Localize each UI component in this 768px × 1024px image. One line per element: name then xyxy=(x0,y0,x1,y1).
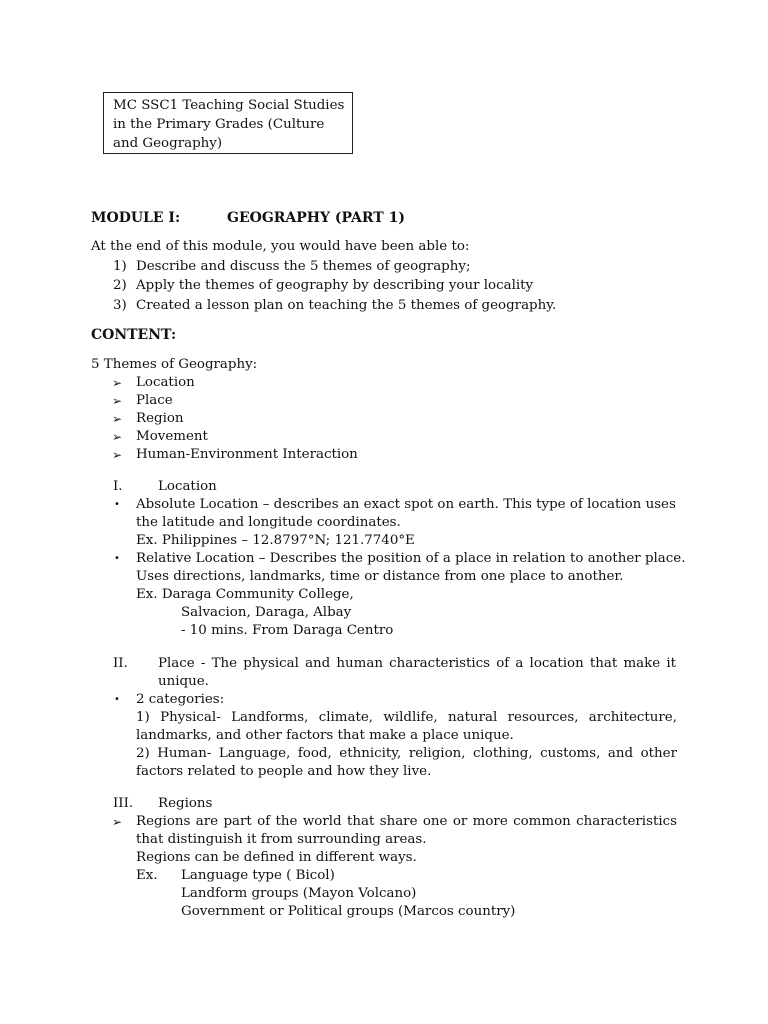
content-heading: CONTENT: xyxy=(91,327,177,343)
section-number: III. xyxy=(113,796,134,811)
physical-category: 1) Physical- Landforms, climate, wildlife, natural resources, architecture, xyxy=(136,710,677,725)
relative-location-example: Ex. Daraga Community College, xyxy=(136,587,354,602)
regions-example: Landform groups (Mayon Volcano) xyxy=(181,886,417,901)
section-title: Location xyxy=(158,479,217,494)
regions-definition: that distinguish it from surrounding areas. xyxy=(136,832,427,847)
categories-label: 2 categories: xyxy=(136,692,225,707)
theme-item: Region xyxy=(136,411,184,426)
relative-location-example: Salvacion, Daraga, Albay xyxy=(181,605,352,620)
arrow-bullet-icon: ➢ xyxy=(112,448,123,462)
human-category: factors related to people and how they live. xyxy=(136,764,432,779)
regions-example: Government or Political groups (Marcos country) xyxy=(181,904,516,919)
objective-number: 1) xyxy=(113,259,127,274)
arrow-bullet-icon: ➢ xyxy=(112,394,123,408)
bullet-icon: • xyxy=(114,694,120,705)
bullet-icon: • xyxy=(114,553,120,564)
section-title: Regions xyxy=(158,796,213,811)
example-label: Ex. xyxy=(136,868,158,883)
absolute-location-example: Ex. Philippines – 12.8797°N; 121.7740°E xyxy=(136,533,415,548)
section-number: II. xyxy=(113,656,128,671)
course-title-line: in the Primary Grades (Culture xyxy=(113,117,325,132)
objectives-intro: At the end of this module, you would have been able to: xyxy=(91,239,470,254)
regions-definition: Regions can be defined in different ways. xyxy=(136,850,417,865)
arrow-bullet-icon: ➢ xyxy=(112,412,123,426)
place-definition: Place - The physical and human characteristics of a location that make it xyxy=(158,656,676,671)
course-title-line: and Geography) xyxy=(113,136,223,151)
objective-text: Created a lesson plan on teaching the 5 themes of geography. xyxy=(136,298,557,313)
relative-location-example: - 10 mins. From Daraga Centro xyxy=(181,623,394,638)
relative-location-text: Uses directions, landmarks, time or distance from one place to another. xyxy=(136,569,624,584)
course-title-line: MC SSC1 Teaching Social Studies xyxy=(113,98,345,113)
regions-definition: Regions are part of the world that share one or more common characteristics xyxy=(136,814,677,829)
themes-intro: 5 Themes of Geography: xyxy=(91,357,258,372)
physical-category: landmarks, and other factors that make a place unique. xyxy=(136,728,514,743)
objective-number: 2) xyxy=(113,278,127,293)
bullet-icon: • xyxy=(114,499,120,510)
absolute-location-text: Absolute Location – describes an exact spot on earth. This type of location uses xyxy=(136,497,676,512)
regions-example: Language type ( Bicol) xyxy=(181,868,335,883)
section-number: I. xyxy=(113,479,123,494)
theme-item: Location xyxy=(136,375,195,390)
arrow-bullet-icon: ➢ xyxy=(112,376,123,390)
theme-item: Human-Environment Interaction xyxy=(136,447,358,462)
objective-text: Apply the themes of geography by describing your locality xyxy=(136,278,534,293)
arrow-bullet-icon: ➢ xyxy=(112,430,123,444)
absolute-location-text: the latitude and longitude coordinates. xyxy=(136,515,401,530)
module-label: MODULE I: xyxy=(91,210,181,226)
objective-number: 3) xyxy=(113,298,127,313)
arrow-bullet-icon: ➢ xyxy=(112,815,123,829)
course-title-box xyxy=(103,92,353,154)
theme-item: Movement xyxy=(136,429,208,444)
module-title: GEOGRAPHY (PART 1) xyxy=(227,210,405,226)
place-definition: unique. xyxy=(158,674,209,689)
objective-text: Describe and discuss the 5 themes of geography; xyxy=(136,259,471,274)
human-category: 2) Human- Language, food, ethnicity, religion, clothing, customs, and other xyxy=(136,746,677,761)
relative-location-text: Relative Location – Describes the position of a place in relation to another place. xyxy=(136,551,686,566)
theme-item: Place xyxy=(136,393,173,408)
